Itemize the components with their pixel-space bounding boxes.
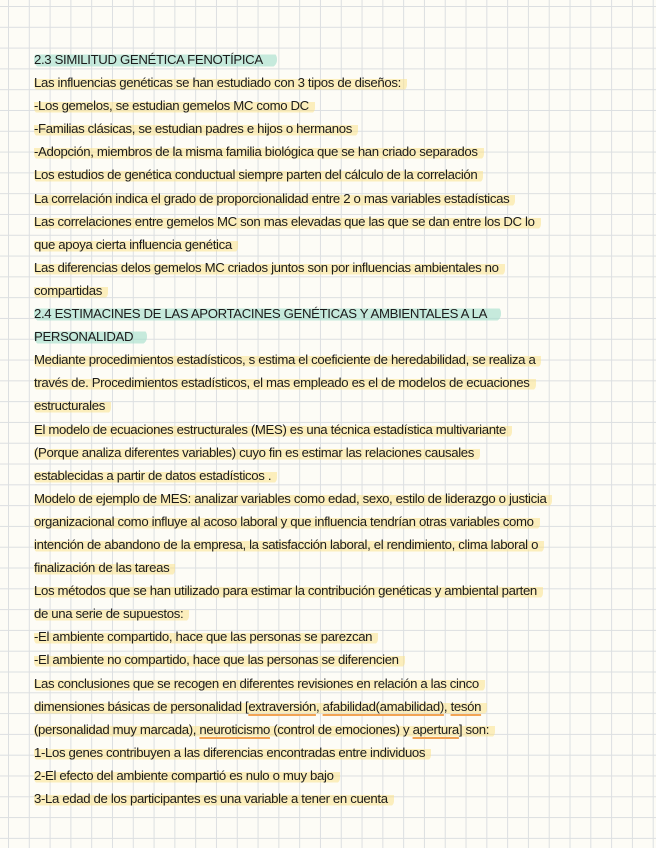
text-line: establecidas a partir de datos estadísticos .: [34, 464, 634, 487]
text-line: Modelo de ejemplo de MES: analizar variables como edad, sexo, estilo de liderazgo o justicia: [34, 487, 634, 510]
notes-body: [34, 48, 634, 810]
text-line: organizacional como influye al acoso laboral y que influencia tendrían otras variables como: [34, 510, 634, 533]
text-line: -El ambiente compartido, hace que las personas se parezcan: [34, 625, 634, 648]
text-line: 3-La edad de los participantes es una variable a tener en cuenta: [34, 787, 634, 810]
text-line: Las correlaciones entre gemelos MC son mas elevadas que las que se dan entre los DC lo: [34, 210, 634, 233]
text-line: 1-Los genes contribuyen a las diferencias encontradas entre individuos: [34, 741, 634, 764]
section-heading: 2.4 ESTIMACINES DE LAS APORTACINES GENÉTICAS Y AMBIENTALES A LA: [34, 302, 634, 325]
text-line: La correlación indica el grado de proporcionalidad entre 2 o mas variables estadísticas: [34, 187, 634, 210]
text-line: Las diferencias delos gemelos MC criados juntos son por influencias ambientales no: [34, 256, 634, 279]
underlined-term: neuroticismo: [199, 721, 270, 737]
text-line: que apoya cierta influencia genética: [34, 233, 634, 256]
underlined-term: tesón: [450, 698, 482, 714]
text-line: -Adopción, miembros de la misma familia biológica que se han criado separados: [34, 140, 634, 163]
text-line: estructurales: [34, 394, 634, 417]
text-line: -Familias clásicas, se estudian padres e hijos o hermanos: [34, 117, 634, 140]
section-heading: PERSONALIDAD: [34, 325, 634, 348]
underlined-term: apertura: [412, 721, 459, 737]
text-line: El modelo de ecuaciones estructurales (MES) es una técnica estadística multivariante: [34, 418, 634, 441]
text-line: compartidas: [34, 279, 634, 302]
text-line: Los métodos que se han utilizado para estimar la contribución genéticas y ambiental parten: [34, 579, 634, 602]
text-line: Mediante procedimientos estadísticos, s estima el coeficiente de heredabilidad, se realiza a: [34, 348, 634, 371]
underlined-term: afabilidad(amabilidad): [322, 698, 444, 714]
text-line: Las conclusiones que se recogen en diferentes revisiones en relación a las cinco: [34, 672, 634, 695]
underlined-term: extraversión: [248, 698, 316, 714]
section-heading: 2.3 SIMILITUD GENÉTICA FENOTÍPICA: [34, 48, 634, 71]
text-line: 2-El efecto del ambiente compartió es nulo o muy bajo: [34, 764, 634, 787]
text-line: intención de abandono de la empresa, la satisfacción laboral, el rendimiento, clima laboral o: [34, 533, 634, 556]
text-line: dimensiones básicas de personalidad [extraversión, afabilidad(amabilidad), tesón: [34, 695, 634, 718]
text-line: (Porque analiza diferentes variables) cuyo fin es estimar las relaciones causales: [34, 441, 634, 464]
text-line: Las influencias genéticas se han estudiado con 3 tipos de diseños:: [34, 71, 634, 94]
text-line: de una serie de supuestos:: [34, 602, 634, 625]
text-line: Los estudios de genética conductual siempre parten del cálculo de la correlación: [34, 163, 634, 186]
text-line: través de. Procedimientos estadísticos, el mas empleado es el de modelos de ecuaciones: [34, 371, 634, 394]
text-line: (personalidad muy marcada), neuroticismo (control de emociones) y apertura] son:: [34, 718, 634, 741]
text-line: finalización de las tareas: [34, 556, 634, 579]
text-line: -El ambiente no compartido, hace que las personas se diferencien: [34, 648, 634, 671]
text-line: -Los gemelos, se estudian gemelos MC como DC: [34, 94, 634, 117]
